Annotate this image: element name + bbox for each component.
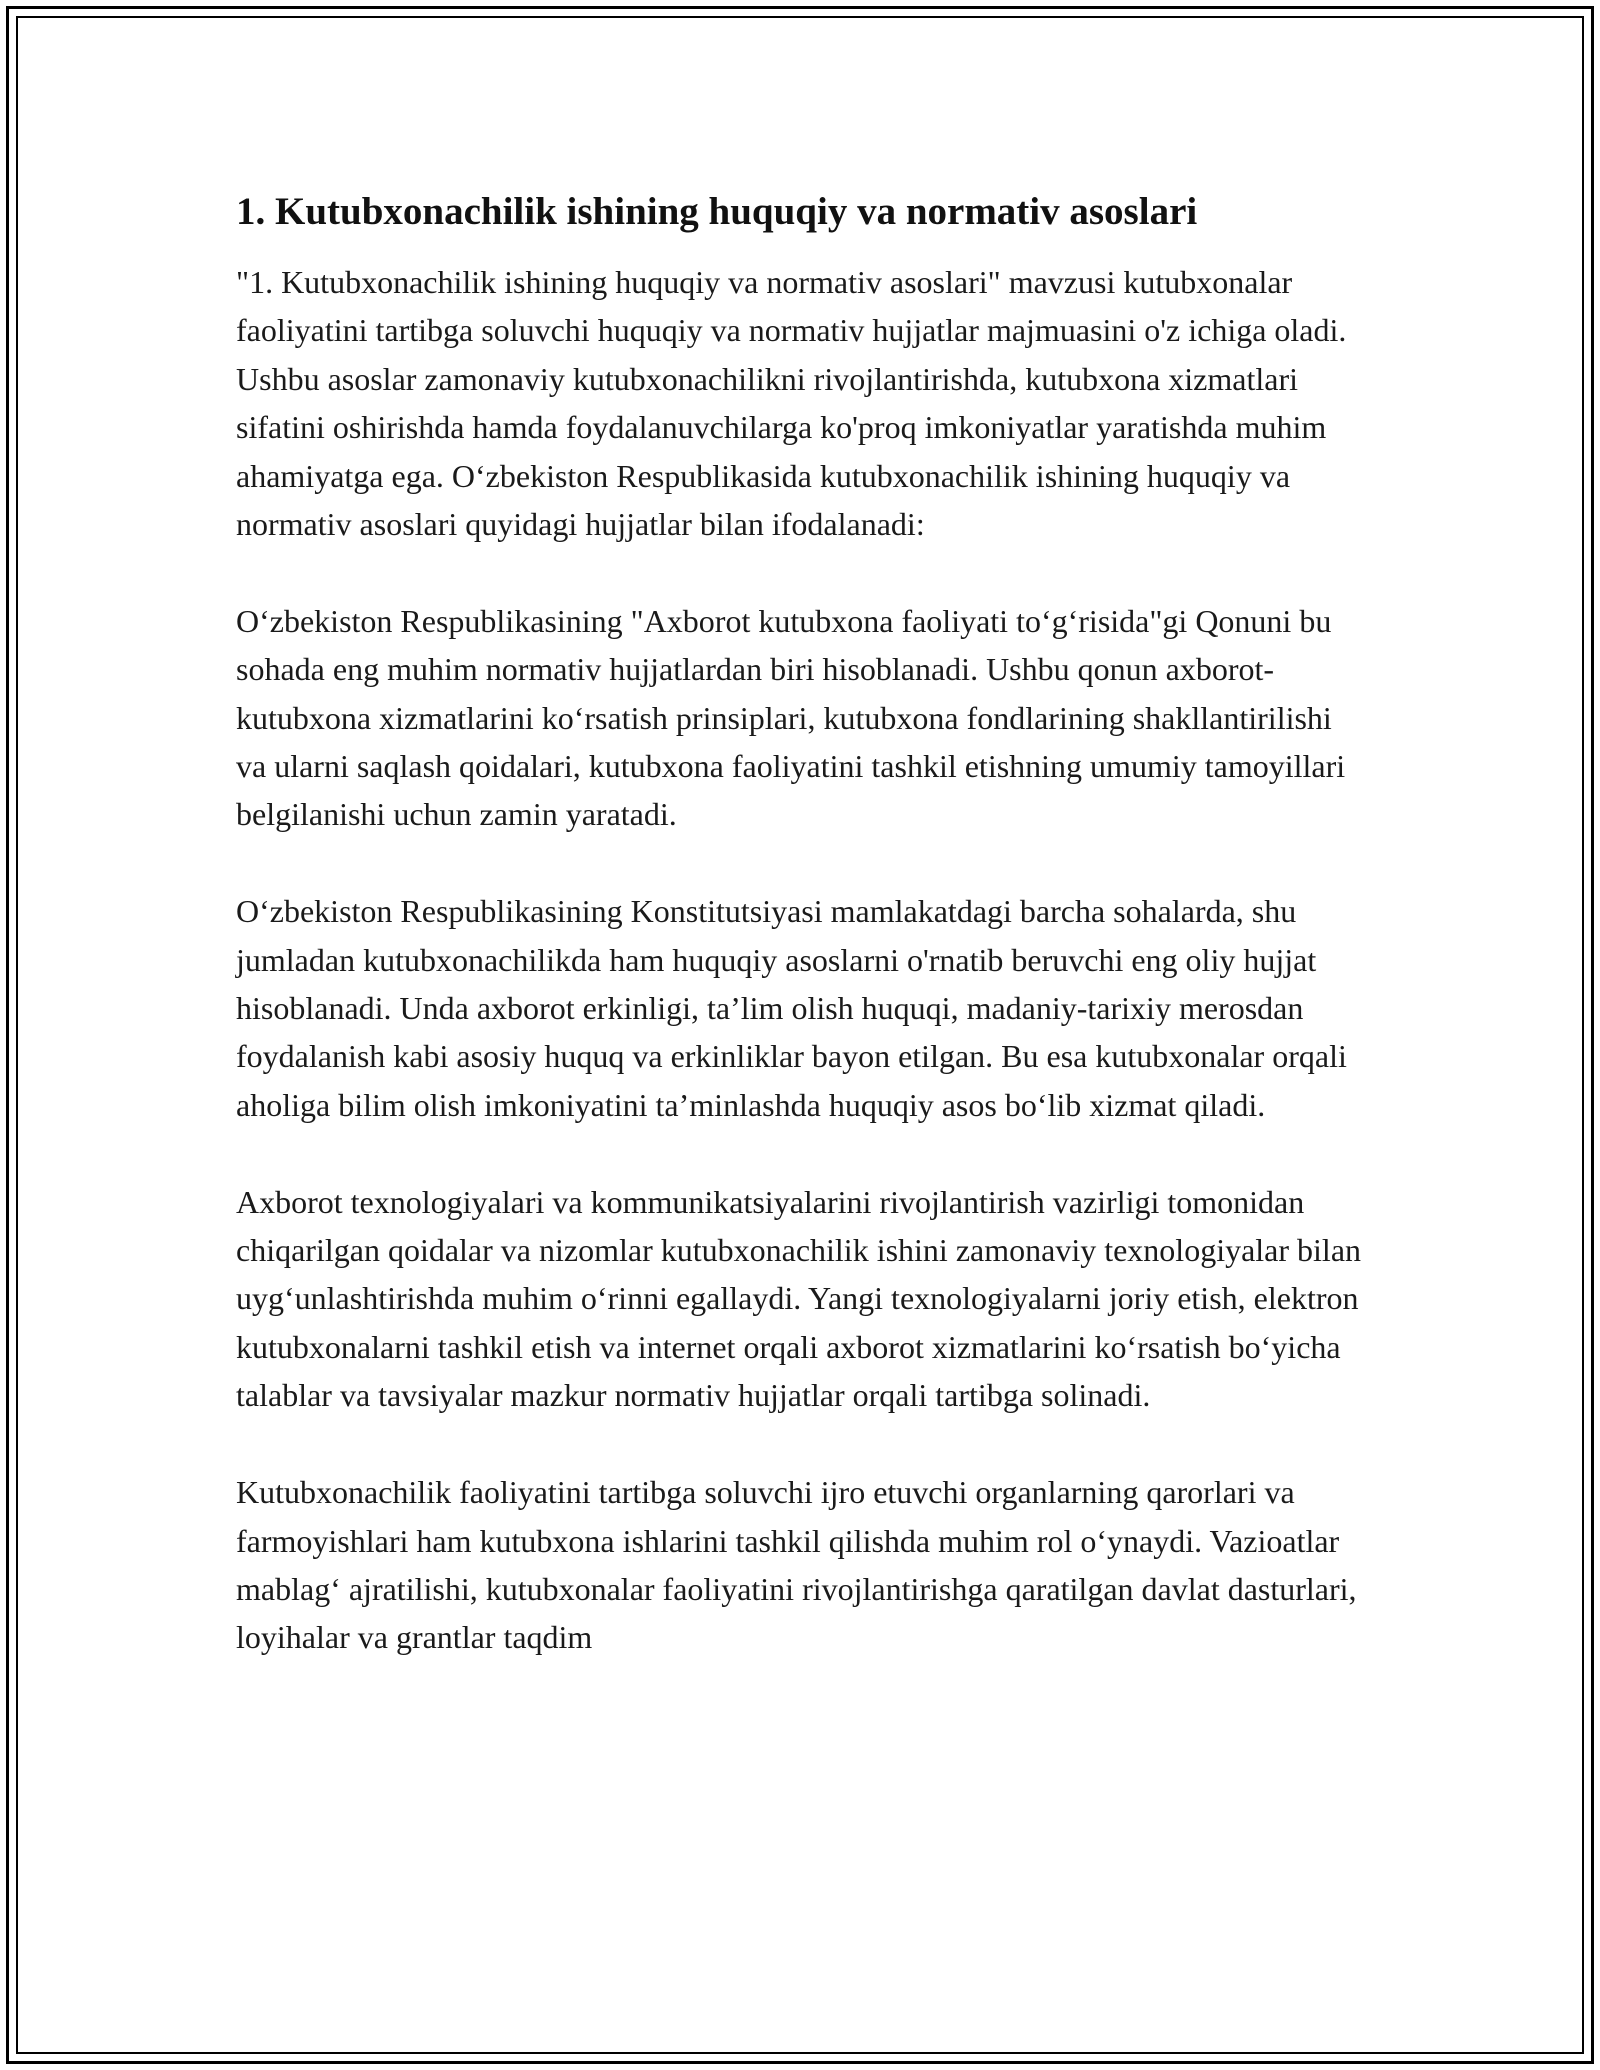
paragraph-constitution: Oʻzbekiston Respublikasining Konstitutsiyasi mamlakatdagi barcha sohalarda, shu jumladan kutubxonachilikda ham huquqiy asoslarni o'rnatib beruvchi eng oliy hujjat hisoblanadi. Unda axborot erkinligi, taʼlim olish huquqi, madaniy-tarixiy merosdan foydalanish kabi asosiy huquq va erkinliklar bayon etilgan. Bu esa kutubxonalar orqali aholiga bilim olish imkoniyatini taʼminlashda huquqiy asos boʻlib xizmat qiladi.: [236, 893, 1347, 1123]
paragraph-intro: "1. Kutubxonachilik ishining huquqiy va normativ asoslari" mavzusi kutubxonalar faoliyatini tartibga soluvchi huquqiy va normativ hujjatlar majmuasini o'z ichiga oladi. Ushbu asoslar zamonaviy kutubxonachilikni rivojlantirishda, kutubxona xizmatlari sifatini oshirishda hamda foydalanuvchilarga ko'proq imkoniyatlar yaratishda muhim ahamiyatga ega. Oʻzbekiston Respublikasida kutubxonachilik ishining huquqiy va normativ asoslari quyidagi hujjatlar bilan ifodalanadi:: [236, 264, 1347, 543]
paragraph-executive-bodies: Kutubxonachilik faoliyatini tartibga soluvchi ijro etuvchi organlarning qarorlari va farmoyishlari ham kutubxona ishlarini tashkil qilishda muhim rol oʻynaydi. Vazioatlar mablagʻ ajratilishi, kutubxonalar faoliyatini rivojlantirishga qaratilgan davlat dasturlari, loyihalar va grantlar taqdim: [236, 1474, 1357, 1656]
document-body: [236, 188, 1366, 1710]
document-title: 1. Kutubxonachilik ishining huquqiy va normativ asoslari: [236, 190, 1198, 233]
paragraph-ministry: Axborot texnologiyalari va kommunikatsiyalarini rivojlantirish vazirligi tomonidan chiqarilgan qoidalar va nizomlar kutubxonachilik ishini zamonaviy texnologiyalar bilan uygʻunlashtirishda muhim oʻrinni egallaydi. Yangi texnologiyalarni joriy etish, elektron kutubxonalarni tashkil etish va internet orqali axborot xizmatlarini koʻrsatish boʻyicha talablar va tavsiyalar mazkur normativ hujjatlar orqali tartibga solinadi.: [236, 1183, 1362, 1414]
paragraph-law: Oʻzbekiston Respublikasining "Axborot kutubxona faoliyati toʻgʻrisida"gi Qonuni bu sohada eng muhim normativ hujjatlardan biri hisoblanadi. Ushbu qonun axborot-kutubxona xizmatlarini koʻrsatish prinsiplari, kutubxona fondlarining shakllantirilishi va ularni saqlash qoidalari, kutubxona faoliyatini tashkil etishning umumiy tamoyillari belgilanishi uchun zamin yaratadi.: [236, 602, 1346, 833]
